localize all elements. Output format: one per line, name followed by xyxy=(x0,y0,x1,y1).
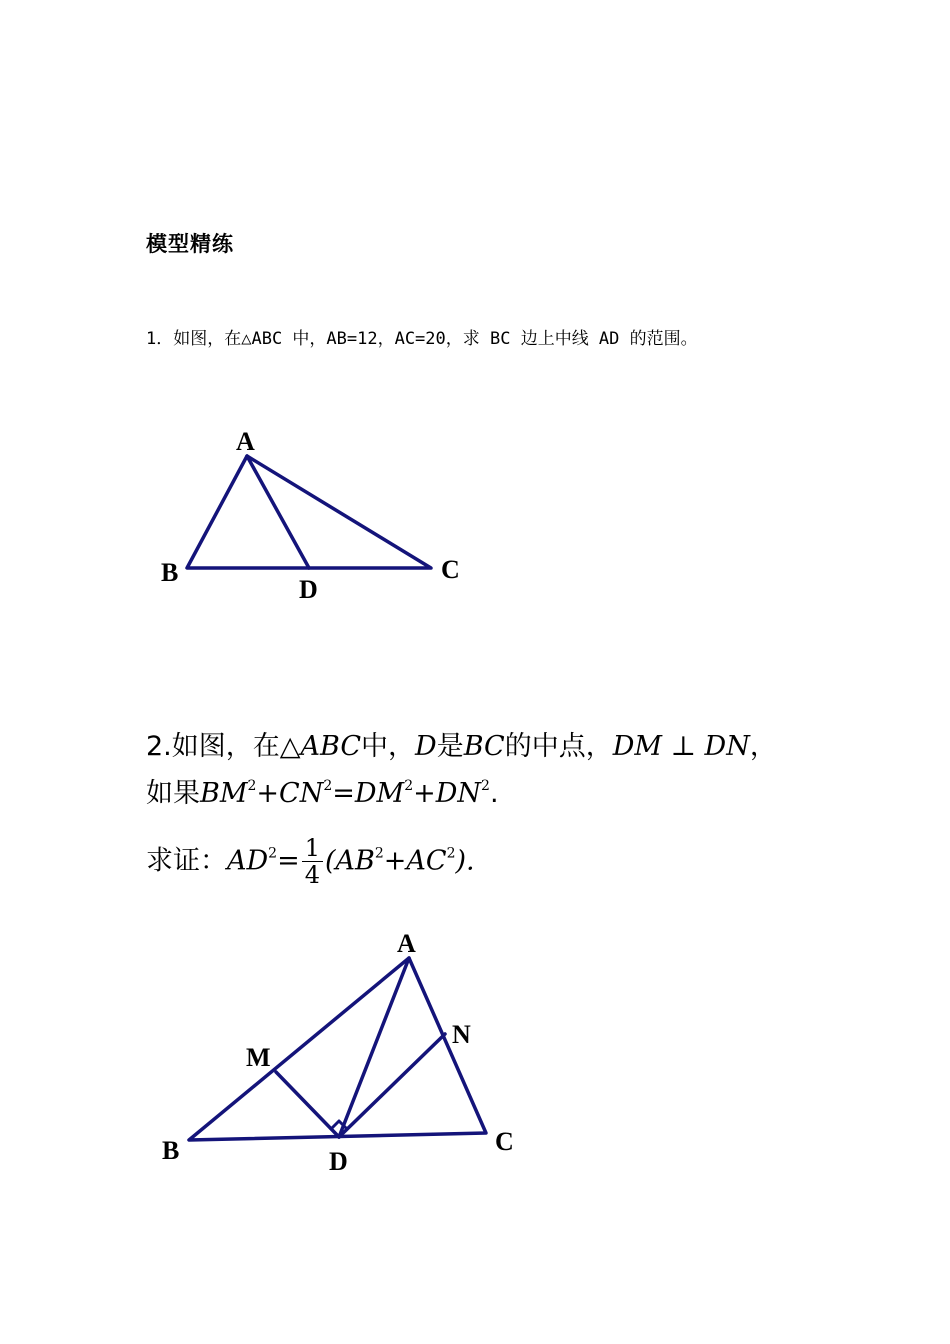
text-run: 求证： xyxy=(146,845,227,877)
math-run: +DN xyxy=(413,778,482,809)
text-run: 的中点， xyxy=(504,731,613,762)
superscript: 2 xyxy=(247,778,257,794)
label-n: N xyxy=(452,1020,471,1049)
problem-2-line-2 xyxy=(146,779,777,825)
fraction-one-quarter xyxy=(302,835,323,889)
section-heading: 模型精练 xyxy=(146,232,234,256)
math-run: +AC xyxy=(383,845,447,877)
superscript: 2 xyxy=(404,778,414,794)
math-run: +CN xyxy=(256,778,324,809)
label-c: C xyxy=(441,555,460,584)
fraction-numerator: 1 xyxy=(302,835,323,862)
problem-1-text: 1．如图，在△ABC 中，AB=12，AC=20，求 BC 边上中线 AD 的范围。 xyxy=(146,329,698,349)
math-run: AD xyxy=(227,845,269,877)
label-d-2: D xyxy=(329,1147,348,1176)
problem-2-text xyxy=(146,731,777,890)
text-run: 如果 xyxy=(146,778,200,809)
problem-2-line-3 xyxy=(146,834,777,890)
math-run: BC xyxy=(463,731,505,762)
triangle-abc xyxy=(187,456,431,568)
fraction-denominator: 4 xyxy=(304,861,320,890)
math-run: = xyxy=(277,845,300,877)
superscript: 2 xyxy=(374,845,384,862)
superscript: 2 xyxy=(481,778,490,794)
text-run: 是 xyxy=(436,731,464,762)
problem-2-line-1 xyxy=(146,733,777,779)
text-run: 2.如图，在△ xyxy=(146,731,301,762)
figure-2-triangle xyxy=(189,958,486,1140)
label-c-2: C xyxy=(495,1127,514,1156)
math-run: ). xyxy=(455,845,475,877)
label-m: M xyxy=(246,1043,271,1072)
math-run: BM xyxy=(200,778,248,809)
text-run: . xyxy=(489,778,499,809)
label-a-2: A xyxy=(397,929,416,958)
math-run: D xyxy=(415,731,437,762)
text-run: ， xyxy=(749,731,777,762)
median-ad xyxy=(247,456,309,568)
label-b-2: B xyxy=(162,1136,180,1165)
figure-1-triangle xyxy=(187,456,431,568)
superscript: 2 xyxy=(268,845,278,862)
superscript: 2 xyxy=(323,778,333,794)
math-run: =DM xyxy=(332,778,405,809)
label-b: B xyxy=(161,558,179,587)
segment-dm xyxy=(276,1072,339,1137)
segment-dn xyxy=(339,1034,445,1137)
label-a: A xyxy=(236,427,255,456)
label-d: D xyxy=(299,575,318,604)
math-run: DM ⊥ DN xyxy=(612,731,750,762)
math-run: (AB xyxy=(324,845,375,877)
math-run: ABC xyxy=(300,731,362,762)
triangle-abc-2 xyxy=(189,958,486,1140)
superscript: 2 xyxy=(446,845,456,862)
text-run: 中， xyxy=(361,731,416,762)
